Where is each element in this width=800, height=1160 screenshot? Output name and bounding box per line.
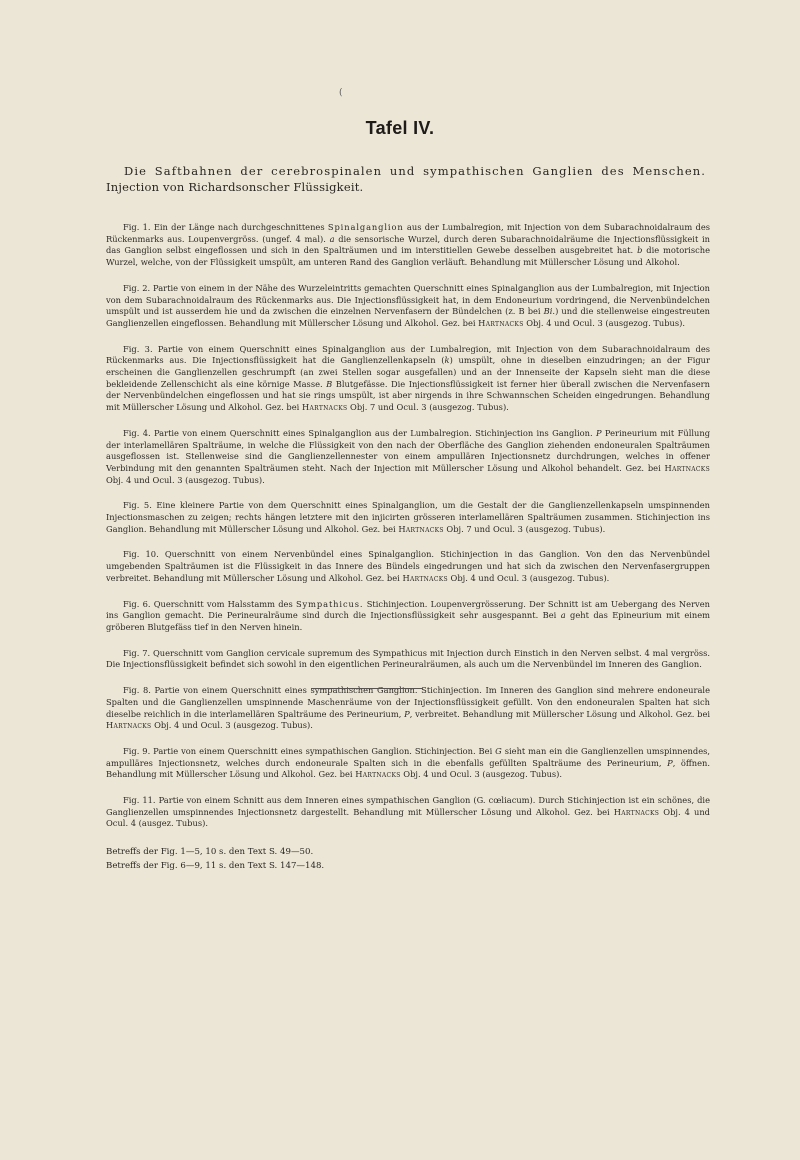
caption-text: Obj. 4 und Ocul. 3 (ausgezog. Tubus). xyxy=(106,474,265,485)
caption-name: Hartnacks xyxy=(301,402,348,413)
caption-letter: B xyxy=(326,378,333,389)
caption-fig-10 xyxy=(106,549,710,584)
caption-emphasis: Sympathicus. xyxy=(295,598,364,609)
caption-name: Hartnacks xyxy=(106,720,152,731)
caption-name: Hartnacks xyxy=(355,769,401,780)
caption-letter: a xyxy=(329,233,335,244)
caption-fig-11 xyxy=(106,795,710,830)
caption-text: Fig. 11. Partie von einem Schnitt aus dem Inneren eines sympathischen Ganglion (G. cœliacum). Durch Stichinjection ist ein schönes, die Ganglienzellen umspinnendes Injectionsnetz dargestellt. Behandlung mit Müllerscher Lösung und Alkohol. Gez. bei xyxy=(106,795,710,817)
caption-name: Hartnacks xyxy=(402,572,448,583)
caption-text: sieht man ein die Ganglienzellen umspinnendes, ampulläres Injectionsnetz, welches durch endoneurale Spalten sich in die ebenfalls gefüllten Spalträume des Perineurium, xyxy=(106,745,711,768)
caption-text: Fig. 7. Querschnitt vom Ganglion cervicale supremum des Sympathicus mit Injection durch Einstich in den Nerven selbst. 4 mal vergröss. Die Injectionsflüssigkeit befindet sich sowohl in den eigentlichen Perineuralräumen, als auch um die Nervenbündel im Inneren des Ganglion. xyxy=(106,647,710,670)
caption-text: Blutgefässe. Die Injectionsflüssigkeit ist ferner hier überall zwischen die Nervenfasern der Nervenbündelchen eingeflossen und hat sie rings umspült, ist aber nirgends in ihre Schwannschen Scheiden eingedrungen. Behandlung mit Müllerscher Lösung und Alkohol. Gez. bei xyxy=(106,378,710,413)
caption-letter: P xyxy=(595,427,602,438)
caption-text: Obj. 4 und Ocul. 3 (ausgezog. Tubus). xyxy=(523,317,686,328)
caption-letter: k xyxy=(444,355,450,366)
caption-text: Obj. 4 und Ocul. 3 (ausgezog. Tubus). xyxy=(447,572,610,583)
caption-letter: P xyxy=(667,757,673,768)
caption-text: Fig. 2. Partie von einem in der Nähe des Wurzeleintritts gemachten Querschnitt eines Spinalganglion aus der Lumbalregion, mit Injection von dem Subarachnoidalraum des Rückenmarks aus. Die Injectionsflüssigkeit hat, in dem Endoneurium vordringend, die Nervenbündelchen umspült und ist ausserdem hie und da zwischen die einzelnen Nervenfasern der Bündelchen (z. B bei xyxy=(106,282,710,317)
caption-text: , verbreitet. Behandlung mit Müllerscher Lösung und Alkohol. Gez. bei xyxy=(409,708,711,719)
caption-fig-9 xyxy=(106,746,710,781)
caption-text: aus der Lumbalregion, mit Injection von dem Subarachnoidalraum des Rückenmarks aus. Loupenvergröss. (ungef. 4 mal). xyxy=(106,222,710,244)
caption-text: ) und die stellenweise eingestreuten Ganglienzellen eingeflossen. Behandlung mit Müllerscher Lösung und Alkohol. Gez. bei xyxy=(106,306,710,328)
caption-text: Obj. 7 und Ocul. 3 (ausgezog. Tubus). xyxy=(443,523,606,534)
reference-line: Betreffs der Fig. 6—9, 11 s. den Text S. 147—148. xyxy=(106,860,325,871)
caption-fig-6 xyxy=(106,599,710,634)
caption-text: Fig. 4. Partie von einem Querschnitt eines Spinalganglion aus der Lumbalregion. Stichinjection ins Ganglion. xyxy=(123,427,596,438)
reference-line: Betreffs der Fig. 1—5, 10 s. den Text S. 49—50. xyxy=(106,847,314,858)
caption-name: Hartnacks xyxy=(613,806,660,817)
caption-text: die sensorische Wurzel, durch deren Subarachnoidalräume die Injectionsflüssigkeit in das Ganglion selbst eingeflossen und sich in den Spalträumen und im interstitiellen Gewebe desselben ausgebreitet hat. xyxy=(106,233,710,256)
caption-text: Obj. 4 und Ocul. 4 (ausgez. Tubus). xyxy=(106,806,710,829)
caption-fig-1 xyxy=(106,222,710,269)
caption-text: geht das Epineurium mit einem gröberen Blutgefäss tief in den Nerven hinein. xyxy=(106,610,711,632)
caption-text: ) umspült, ohne in dieselben einzudringen; an der Figur erscheinen die Ganglienzellen geschrumpft (an zwei Stellen sogar ausgefallen) und an der Innenseite der Kapseln sieht man die diese bekleidende Zellenschicht als eine körnige Masse. xyxy=(106,355,710,389)
caption-name: Hartnacks xyxy=(398,523,444,534)
caption-text: Obj. 4 und Ocul. 3 (ausgezog. Tubus). xyxy=(400,769,563,780)
caption-text: Fig. 1. Ein der Länge nach durchgeschnittenes xyxy=(123,222,328,232)
caption-name: Hartnacks xyxy=(478,317,524,328)
caption-letter: b xyxy=(637,245,643,256)
page-speck: ( xyxy=(339,88,343,98)
caption-fig-5 xyxy=(106,500,710,535)
caption-letter: P xyxy=(404,708,410,719)
caption-text: Fig. 6. Querschnitt vom Halsstamm des xyxy=(123,598,296,609)
caption-text: Fig. 10. Querschnitt von einem Nervenbündel eines Spinalganglion. Stichinjection in das Ganglion. Von den das Nervenbündel umgebenden Spalträumen ist die Flüssigkeit in das Innere des Bündels eingedrungen und hat sich da zwischen den Nervenfasergruppen verbreitet. Behandlung mit Müllerscher Lösung und Alkohol. Gez. bei xyxy=(106,549,710,583)
caption-fig-4 xyxy=(106,428,710,487)
caption-letter: G xyxy=(495,745,502,756)
caption-fig-3 xyxy=(106,344,710,414)
closing-rule xyxy=(311,688,423,689)
caption-letter: a xyxy=(560,610,566,621)
plate-title: Tafel IV. xyxy=(365,118,435,138)
caption-text: Fig. 3. Partie von einem Querschnitt eines Spinalganglion aus der Lumbalregion, mit Injection von dem Subarachnoidalraum des Rückenmarks aus. Die Injectionsflüssigkeit hat die Ganglienzellenkapseln ( xyxy=(106,343,710,366)
caption-text: Obj. 7 und Ocul. 3 (ausgezog. Tubus). xyxy=(347,402,509,413)
caption-text: Perineurium mit Füllung der interlamellären Spalträume, in welche die Flüssigkeit von den nach der Oberfläche des Ganglion ziehenden endoneuralen Spalträumen ausgeflossen ist. Stellenweise sind die Ganglienzellennester von einem ampullären Injectionsnetz durchdrungen, welches in offener Verbindung mit den genannten Spalträumen steht. Nach der Injection mit Müllerscher Lösung und Alkohol behandelt. Gez. bei xyxy=(106,427,711,473)
caption-text: Obj. 4 und Ocul. 3 (ausgezog. Tubus). xyxy=(151,720,313,731)
caption-letter: Bi. xyxy=(543,306,556,317)
subtitle-injection: Injection von Richardsonscher Flüssigkeit. xyxy=(106,180,364,194)
caption-name: Hartnacks xyxy=(664,462,710,473)
caption-fig-7 xyxy=(106,648,710,671)
caption-text: Fig. 5. Eine kleinere Partie von dem Querschnitt eines Spinalganglion, um die Gestalt der die Ganglienzellenkapseln umspinnenden Injectionsmaschen zu zeigen; rechts hängen letztere mit den injicirten grösseren interlamellären Spalträumen zusammen. Stichinjection ins Ganglion. Behandlung mit Müllerscher Lösung und Alkohol. Gez. bei xyxy=(106,500,710,534)
figure-captions xyxy=(106,222,710,873)
caption-fig-8 xyxy=(106,685,710,732)
caption-text: Fig. 8. Partie von einem Querschnitt eines sympathischen Ganglion. Stichinjection. Im Inneren des Ganglion sind mehrere endoneurale Spalten und die Ganglienzellen umspinnende Maschenräume von der Injectionsflüssigkeit gefüllt. Von den endoneuralen Spalten hat sich dieselbe reichlich in die interlamellären Spalträume des Perineurium, xyxy=(106,685,710,719)
caption-text: Fig. 9. Partie von einem Querschnitt eines sympathischen Ganglion. Stichinjection. Bei xyxy=(123,745,496,756)
caption-text: , öffnen. Behandlung mit Müllerscher Lösung und Alkohol. Gez. bei xyxy=(106,757,710,780)
plate-subtitle xyxy=(106,163,706,195)
caption-fig-2 xyxy=(106,283,710,330)
subtitle-main: Die Saftbahnen der cerebrospinalen und sympathischen Ganglien des Menschen. xyxy=(124,164,706,178)
text-references xyxy=(106,846,710,873)
caption-text: Stichinjection. Loupenvergrösserung. Der Schnitt ist am Uebergang des Nerven ins Ganglion gemacht. Die Perineuralräume sind durch die Injectionsflüssigkeit sehr ausgespannt. Bei xyxy=(106,598,710,621)
caption-text: die motorische Wurzel, welche, von der Flüssigkeit umspült, am unteren Rand des Ganglion verläuft. Behandlung mit Müllerscher Lösung und Alkohol. xyxy=(106,245,710,268)
caption-emphasis: Spinalganglion xyxy=(327,222,404,232)
